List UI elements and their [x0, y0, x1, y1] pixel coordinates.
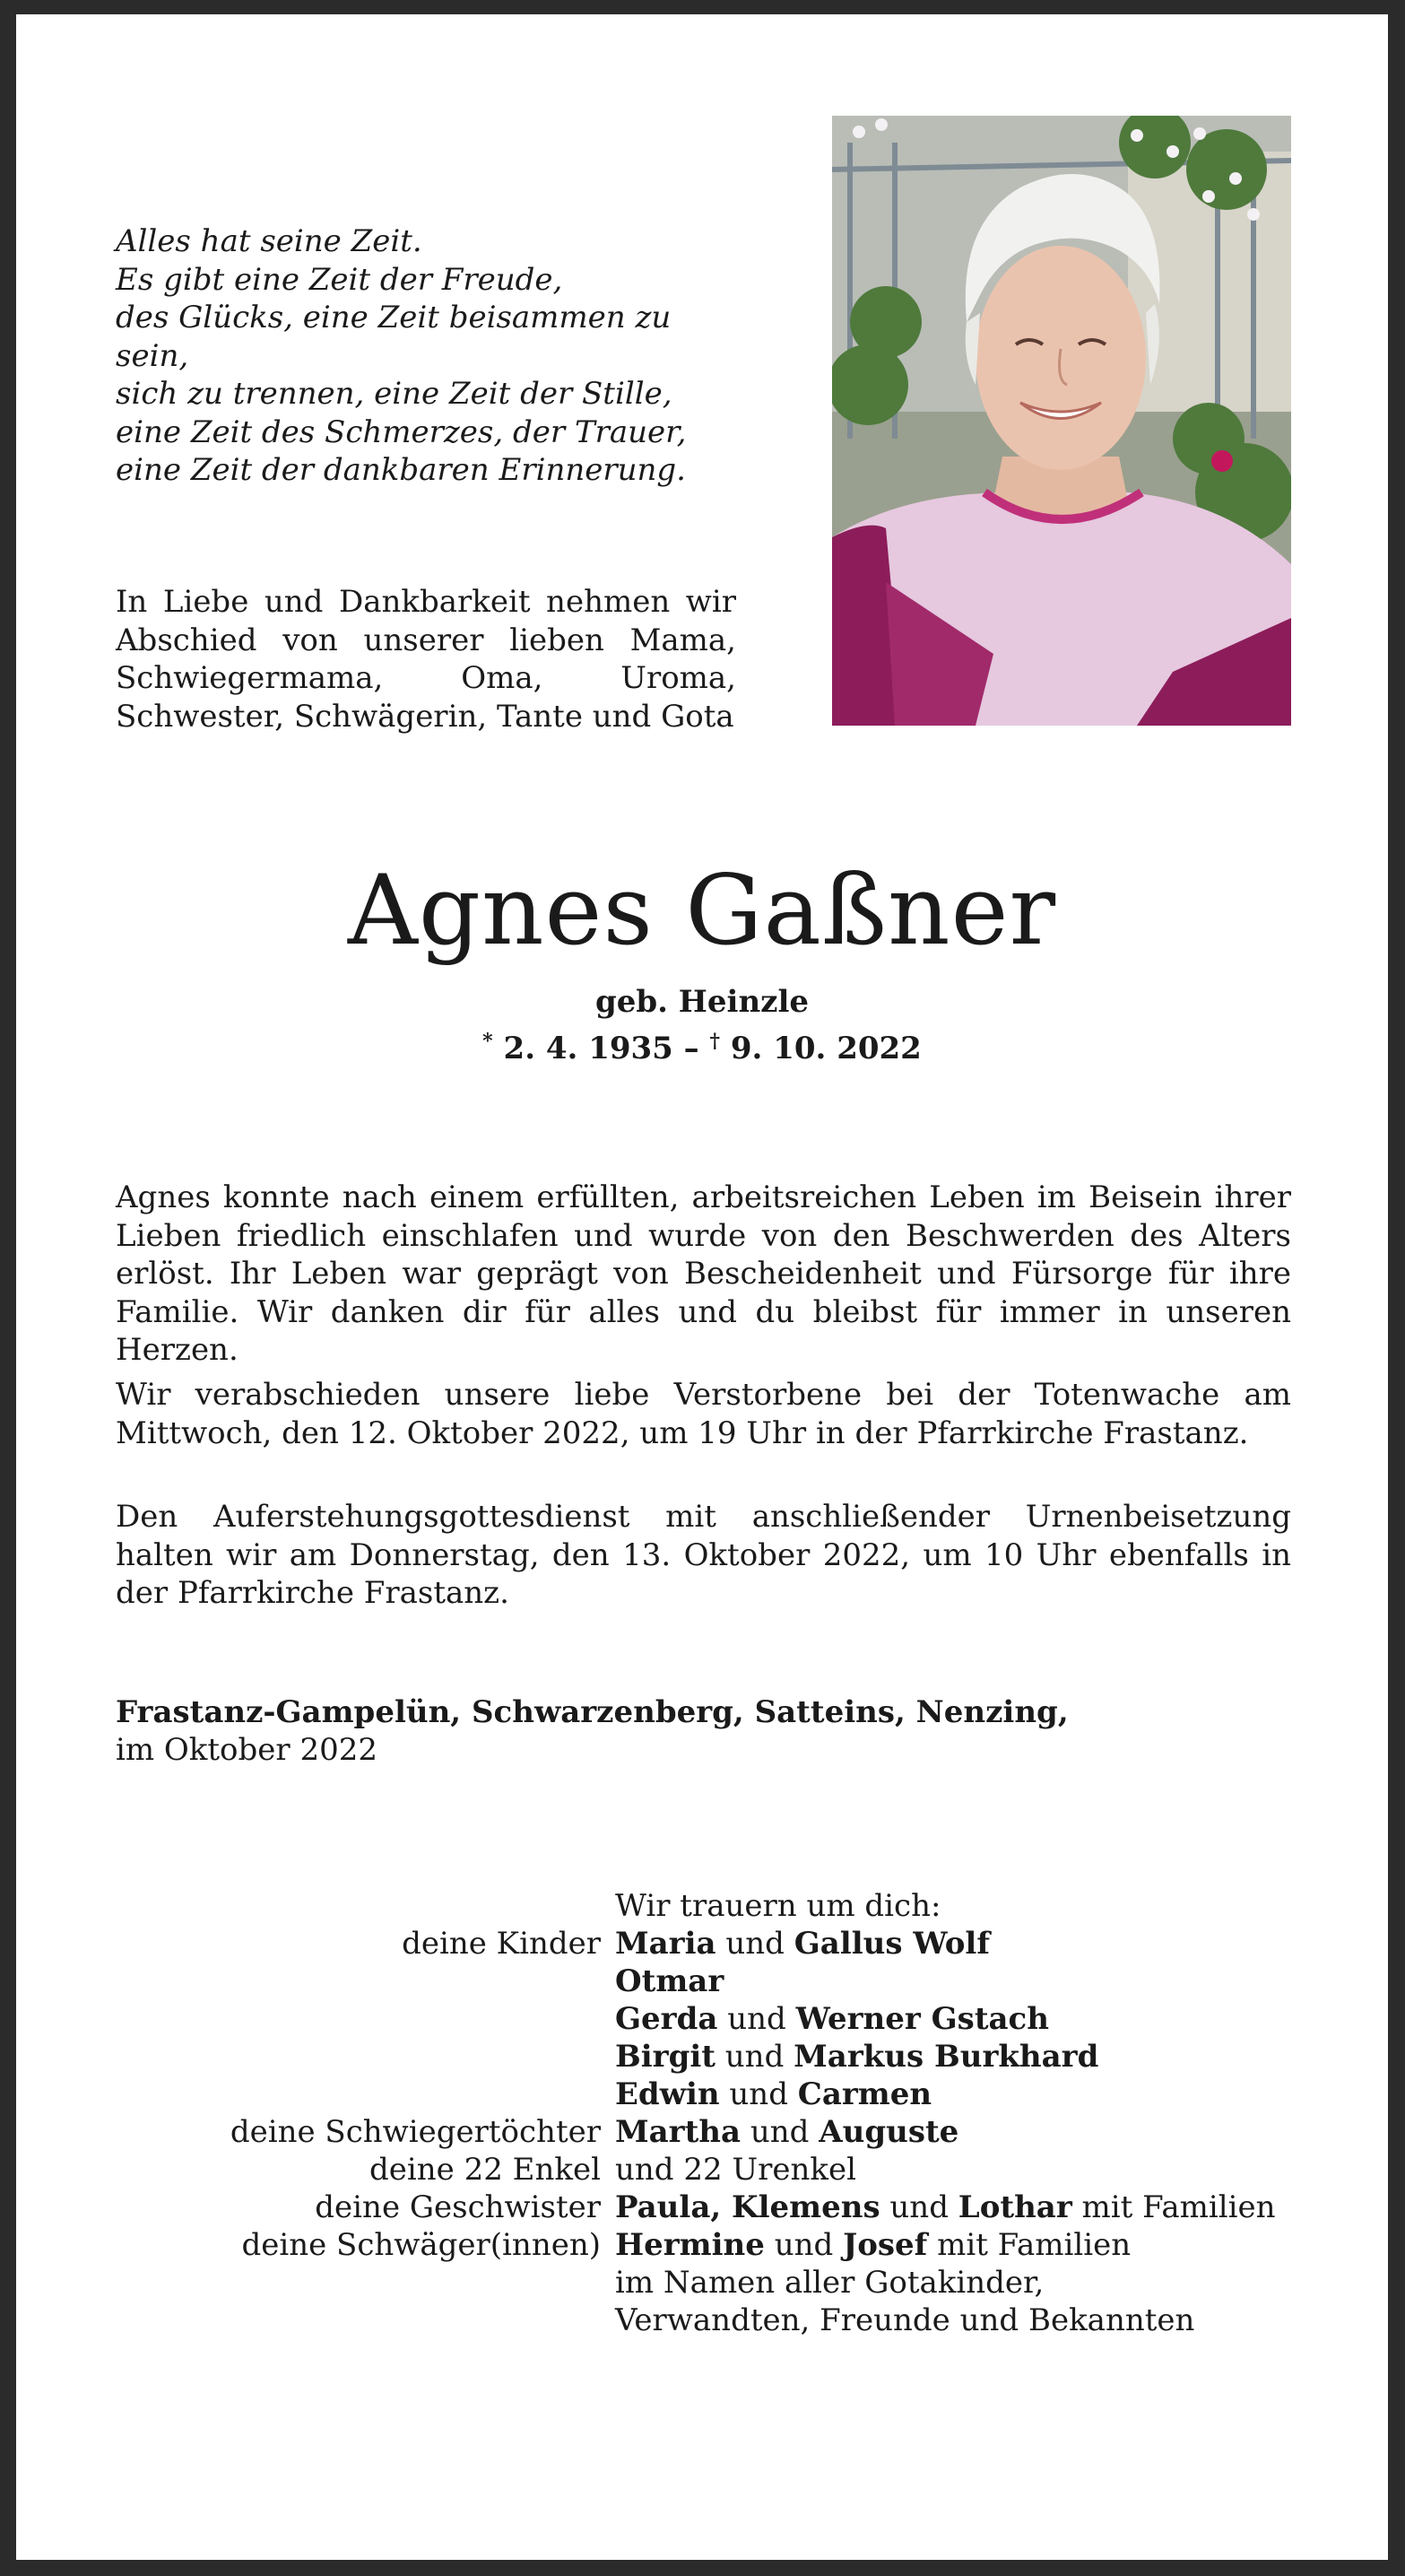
mourner-name: Maria	[615, 1926, 716, 1962]
on-behalf-line: im Namen aller Gotakinder,	[615, 2265, 1045, 2301]
paragraph-service: Den Auferstehungsgottesdienst mit anschließender Urnenbeisetzung halten wir am Donnerstag, den 13. Oktober 2022, um 10 Uhr ebenfalls in der Pfarrkirche Frastanz.	[116, 1499, 1291, 1611]
conjunction: und	[729, 2076, 788, 2112]
birth-symbol: *	[482, 1030, 493, 1053]
mourner-name: Josef	[843, 2227, 928, 2263]
conjunction: und	[724, 2039, 785, 2075]
label-schwiegertoechter: deine Schwiegertöchter	[230, 2114, 601, 2150]
mourner-name: Edwin	[615, 2076, 720, 2112]
dash: –	[683, 1031, 699, 1066]
poem-line: sich zu trennen, eine Zeit der Stille,	[116, 376, 672, 412]
label-kinder: deine Kinder	[402, 1926, 601, 1962]
mourner-name: Markus Burkhard	[794, 2039, 1099, 2075]
conjunction: und	[774, 2227, 834, 2263]
obituary-card	[16, 14, 1388, 2560]
mourner-name: Lothar	[958, 2189, 1072, 2225]
mourner-name: Gerda	[615, 2001, 718, 2037]
mourner-name: Hermine	[615, 2227, 765, 2263]
life-dates	[16, 1023, 1388, 1067]
birth-date: 2. 4. 1935	[503, 1031, 673, 1066]
urenkel: und 22 Urenkel	[615, 2152, 856, 2188]
portrait-photo	[832, 116, 1291, 726]
mourner-name: Otmar	[615, 1963, 724, 1999]
poem-line: eine Zeit des Schmerzes, der Trauer,	[116, 413, 687, 450]
maiden-name: geb. Heinzle	[594, 984, 810, 1020]
mourning-intro: Wir trauern um dich:	[615, 1888, 941, 1924]
poem	[116, 222, 743, 490]
mourner-name: Gallus Wolf	[794, 1926, 990, 1962]
conjunction: und	[725, 1926, 785, 1962]
death-symbol: †	[709, 1030, 721, 1053]
poem-line: Alles hat seine Zeit.	[116, 223, 422, 259]
conjunction: und	[750, 2114, 810, 2150]
label-enkel: deine 22 Enkel	[369, 2152, 601, 2188]
mourner-name: Auguste	[819, 2114, 959, 2150]
mourners-list	[16, 1887, 1388, 2339]
poem-line: des Glücks, eine Zeit beisammen zu sein,	[116, 300, 672, 374]
poem-line: Es gibt eine Zeit der Freude,	[116, 261, 563, 298]
date-line: im Oktober 2022	[116, 1732, 378, 1768]
deceased-name: Agnes Gaßner	[347, 855, 1057, 967]
mourner-name: Paula, Klemens	[615, 2189, 880, 2225]
label-geschwister: deine Geschwister	[315, 2189, 601, 2225]
intro-text: In Liebe und Dankbarkeit nehmen wir Abschied von unserer lieben Mama, Schwiegermama, Oma, Uroma, Schwester, Schwägerin, Tante und Gota	[116, 584, 736, 735]
places-block	[116, 1693, 1291, 1769]
mourner-name: Carmen	[797, 2076, 932, 2112]
label-schwaeger: deine Schwäger(innen)	[241, 2227, 601, 2263]
death-date: 9. 10. 2022	[730, 1031, 922, 1066]
poem-line: eine Zeit der dankbaren Erinnerung.	[116, 452, 686, 488]
with-families: mit Familien	[1081, 2189, 1276, 2225]
relatives-line: Verwandten, Freunde und Bekannten	[615, 2302, 1195, 2338]
mourner-name: Birgit	[615, 2039, 716, 2075]
with-families: mit Familien	[937, 2227, 1132, 2263]
mourner-name: Werner Gstach	[795, 2001, 1049, 2037]
paragraph-wake: Wir verabschieden unsere liebe Verstorbene bei der Totenwache am Mittwoch, den 12. Oktober 2022, um 19 Uhr in der Pfarrkirche Frastanz.	[116, 1377, 1291, 1451]
conjunction: und	[727, 2001, 786, 2037]
conjunction: und	[889, 2189, 949, 2225]
mourner-name: Martha	[615, 2114, 742, 2150]
places: Frastanz-Gampelün, Schwarzenberg, Satteins, Nenzing,	[116, 1694, 1069, 1730]
paragraph-life: Agnes konnte nach einem erfüllten, arbeitsreichen Leben im Beisein ihrer Lieben friedlich einschlafen und wurde von den Beschwerden des Alters erlöst. Ihr Leben war geprägt von Bescheidenheit und Fürsorge für ihre Familie. Wir danken dir für alles und du bleibst für immer in unseren Herzen.	[116, 1179, 1291, 1368]
